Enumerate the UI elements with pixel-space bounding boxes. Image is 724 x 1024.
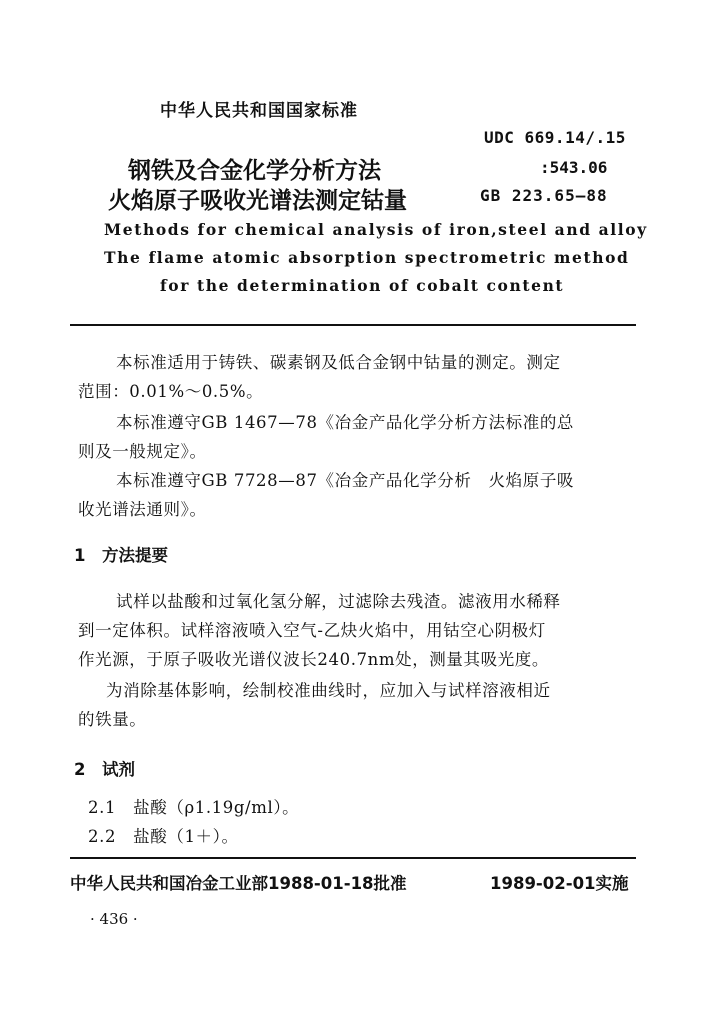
section-1-p1-line-1: 试样以盐酸和过氧化氢分解，过滤除去残渣。滤液用水稀释 — [116, 592, 561, 611]
udc-line-2: :543.06 — [540, 158, 608, 177]
footer-approval: 中华人民共和国冶金工业部1988-01-18批准 — [70, 874, 407, 893]
footer-implement-date: 1989-02-01实施 — [490, 874, 629, 893]
header-divider — [70, 324, 636, 326]
title-en-line-1: Methods for chemical analysis of iron,steel and alloy — [104, 220, 648, 239]
intro-p2-line-1: 本标准遵守GB 1467—78《冶金产品化学分析方法标准的总 — [116, 413, 575, 432]
reagent-item-2-2: 2.2 盐酸（1＋）。 — [88, 827, 239, 846]
gb-number: GB 223.65—88 — [480, 186, 608, 205]
section-1-heading: 1 方法提要 — [74, 546, 168, 565]
intro-p1-line-1: 本标准适用于铸铁、碳素钢及低合金钢中钴量的测定。测定 — [116, 353, 561, 372]
page-number: · 436 · — [90, 910, 138, 928]
title-cn-line-1: 钢铁及合金化学分析方法 — [128, 158, 381, 184]
section-1-p2-line-2: 的铁量。 — [78, 710, 147, 729]
intro-p1-line-2: 范围：0.01%～0.5%。 — [78, 382, 264, 401]
standard-header-title: 中华人民共和国国家标准 — [160, 101, 358, 121]
intro-p3-line-2: 收光谱法通则》。 — [78, 500, 207, 519]
reagent-item-2-1: 2.1 盐酸（ρ1.19g/ml）。 — [88, 798, 300, 817]
title-en-line-3: for the determination of cobalt content — [160, 276, 565, 295]
section-1-p2-line-1: 为消除基体影响，绘制校准曲线时，应加入与试样溶液相近 — [106, 681, 551, 700]
intro-p2-line-2: 则及一般规定》。 — [78, 442, 207, 461]
title-cn-line-2: 火焰原子吸收光谱法测定钴量 — [108, 188, 407, 214]
section-1-p1-line-3: 作光源，于原子吸收光谱仪波长240.7nm处，测量其吸光度。 — [78, 650, 550, 669]
intro-p3-line-1: 本标准遵守GB 7728—87《冶金产品化学分析 火焰原子吸 — [116, 471, 575, 490]
section-1-p1-line-2: 到一定体积。试样溶液喷入空气-乙炔火焰中，用钴空心阴极灯 — [78, 621, 546, 640]
title-en-line-2: The flame atomic absorption spectrometric method — [104, 248, 630, 267]
udc-line-1: UDC 669.14/.15 — [484, 128, 626, 147]
footer-divider — [70, 857, 636, 859]
section-2-heading: 2 试剂 — [74, 760, 135, 779]
